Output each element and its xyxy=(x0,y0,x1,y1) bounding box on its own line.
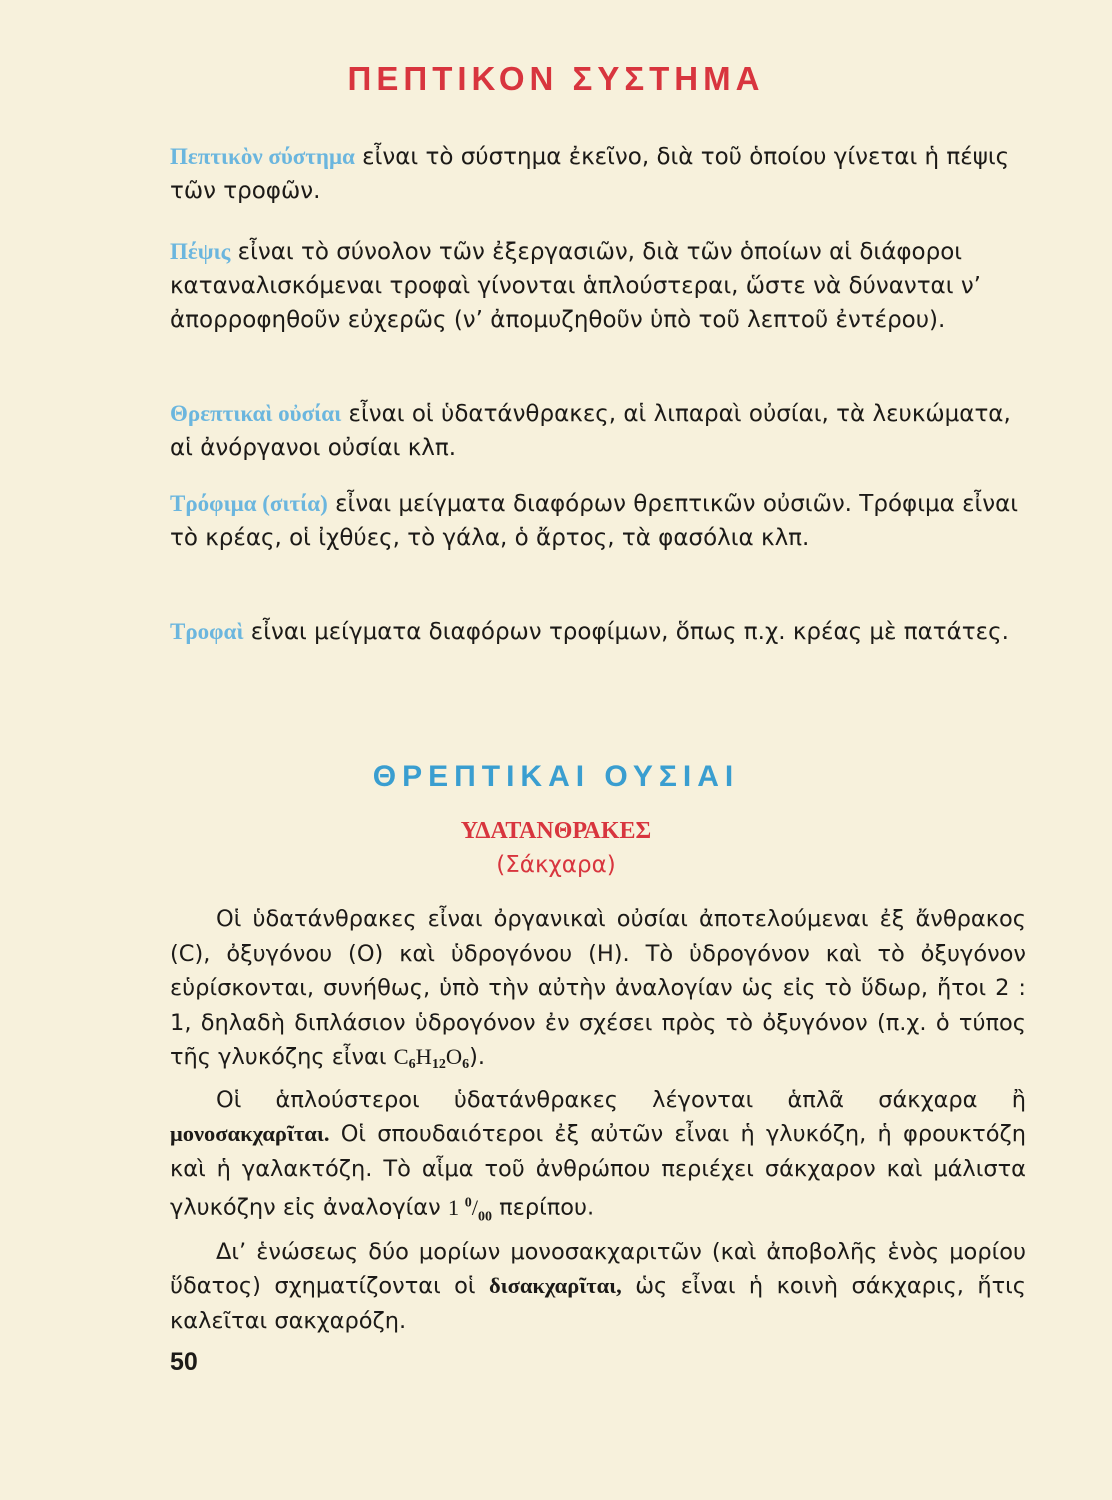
ratio-subscript: 00 xyxy=(477,1209,492,1224)
text-run: ). xyxy=(469,1044,486,1070)
definition-term: Θρεπτικαὶ οὐσίαι xyxy=(170,401,342,426)
definition-text: εἶναι οἱ ὑδατάνθρακες, αἱ λιπαραὶ οὐσίαι, τὰ λευκώματα, αἱ ἀνόργανοι οὐσίαι κλπ. xyxy=(170,401,1011,461)
ratio-number: 1 xyxy=(447,1194,460,1220)
chapter-title: ΠΕΠΤΙΚΟΝ ΣΥΣΤΗΜΑ xyxy=(347,60,765,97)
formula-subscript: 6 xyxy=(462,1057,470,1072)
ratio-superscript: 0 xyxy=(464,1195,472,1210)
text-run: Οἱ ἁπλούστεροι ὑδατάνθρακες λέγονται ἁπλᾶ σάκχαρα ἢ xyxy=(216,1086,1026,1113)
bold-term: δισακχαρῖται, xyxy=(488,1273,622,1298)
formula-element: O xyxy=(445,1044,463,1069)
definition-paragraph xyxy=(170,487,1030,555)
definition-text: εἶναι τὸ σύνολον τῶν ἐξεργασιῶν, διὰ τῶν ὁποίων αἱ διάφοροι καταναλισκόμεναι τροφαὶ γίνονται ἁπλούστεραι, ὥστε νὰ δύνανται ν’ ἀπορροφηθοῦν εὐχερῶς (ν’ ἀπομυζηθοῦν ὑπὸ τοῦ λεπτοῦ ἐντέρου). xyxy=(170,239,981,333)
section-title: ΘΡΕΠΤΙΚΑΙ ΟΥΣΙΑΙ xyxy=(372,760,740,793)
subsection-subtitle: (Σάκχαρα) xyxy=(496,852,616,878)
definition-term: Πέψις xyxy=(170,239,231,264)
formula-element: C xyxy=(393,1044,409,1069)
per-mille-ratio: 1 $^0/_{00}$ xyxy=(447,1194,492,1224)
definition-paragraph xyxy=(170,140,1030,208)
definition-term: Τρόφιμα (σιτία) xyxy=(170,491,328,516)
definition-paragraph xyxy=(170,615,1030,649)
definition-text: εἶναι μείγματα διαφόρων τροφίμων, ὅπως π.χ. κρέας μὲ πατάτες. xyxy=(243,619,1009,645)
definition-term: Τροφαὶ xyxy=(170,619,244,644)
formula-subscript: 6 xyxy=(408,1057,416,1072)
text-run: περίπου. xyxy=(491,1194,595,1221)
definition-paragraph xyxy=(170,235,1030,337)
formula-subscript: 12 xyxy=(431,1057,446,1072)
text-run: Δι’ ἑνώσεως δύο μορίων μονοσακχαριτῶν (καὶ ἀποβολῆς ἑνὸς μορίου ὕδατος) σχηματίζονται οἱ xyxy=(170,1238,1026,1299)
bold-term: μονοσακχαρῖται. xyxy=(170,1121,330,1146)
body-paragraph xyxy=(170,902,1026,1083)
text-run: ὡς εἶναι ἡ κοινὴ σάκχαρις, ἥτις καλεῖται σακχαρόζη. xyxy=(170,1273,1026,1334)
definition-text: εἶναι μείγματα διαφόρων θρεπτικῶν οὐσιῶν. Τρόφιμα εἶναι τὸ κρέας, οἱ ἰχθύες, τὸ γάλα, ὁ ἄρτος, τὰ φασόλια κλπ. xyxy=(170,491,1019,551)
definition-term: Πεπτικὸν σύστημα xyxy=(170,144,355,169)
definition-paragraph xyxy=(170,397,1030,465)
body-paragraph xyxy=(170,1235,1026,1339)
body-text xyxy=(170,902,1026,1338)
page-number: 50 xyxy=(170,1348,198,1376)
text-run: Οἱ ὑδατάνθρακες εἶναι ὀργανικαὶ οὐσίαι ἀποτελούμεναι ἐξ ἄνθρακος (C), ὀξυγόνου (O) καὶ ὑδρογόνου (H). Τὸ ὑδρογόνον καὶ τὸ ὀξυγόνον εὑρίσκονται, συνήθως, ὑπὸ τὴν αὐτὴν ἀναλογίαν ὡς εἰς τὸ ὕδωρ, ἤτοι 2 : 1, δηλαδὴ διπλάσιον ὑδρογόνον ἐν σχέσει πρὸς τὸ ὀξυγόνον (π.χ. ὁ τύπος τῆς γλυκόζης εἶναι xyxy=(170,906,1026,1070)
glucose-formula xyxy=(393,1044,470,1072)
formula-element: H xyxy=(415,1044,432,1069)
text-run: Οἱ σπουδαιότεροι ἐξ αὐτῶν εἶναι ἡ γλυκόζη, ἡ φρουκτόζη καὶ ἡ γαλακτόζη. Τὸ αἷμα τοῦ ἀνθρώπου περιέχει σάκχαρον καὶ μάλιστα γλυκόζην εἰς ἀναλογίαν xyxy=(170,1121,1026,1221)
body-paragraph xyxy=(170,1083,1026,1235)
definition-text: εἶναι τὸ σύστημα ἐκεῖνο, διὰ τοῦ ὁποίου γίνεται ἡ πέψις τῶν τροφῶν. xyxy=(170,144,1010,204)
subsection-title: ΥΔΑΤΑΝΘΡΑΚΕΣ xyxy=(460,818,652,844)
